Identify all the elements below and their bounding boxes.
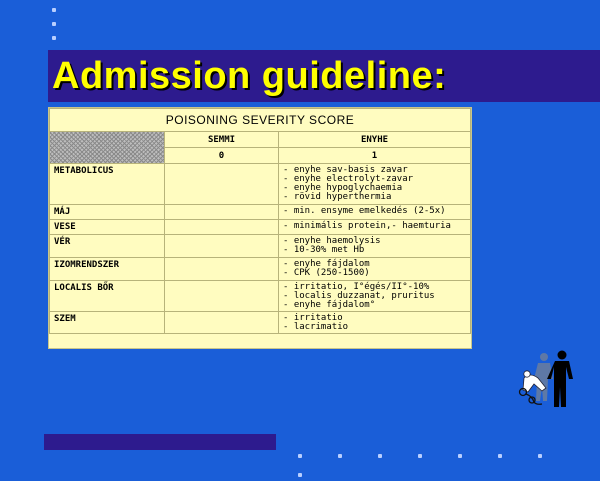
list-item: - localis duzzanat, pruritus: [283, 292, 466, 301]
row-name: MÁJ: [50, 205, 165, 220]
list-item: - lacrimatio: [283, 323, 466, 332]
table-title: POISONING SEVERITY SCORE: [50, 109, 471, 132]
list-item: - minimális protein,- haemturia: [283, 222, 466, 231]
row-items: [279, 235, 471, 258]
row-items: [279, 205, 471, 220]
table-row: [50, 281, 471, 312]
row-name: VÉR: [50, 235, 165, 258]
list-item: - enyhe fájdalom°: [283, 301, 466, 310]
empty-cell: [165, 258, 279, 281]
row-name: IZOMRENDSZER: [50, 258, 165, 281]
col-score-0: 0: [165, 148, 279, 164]
list-item: - 10-30% met Hb: [283, 246, 466, 255]
list-item: - irritatio, I°égés/II°-10%: [283, 283, 466, 292]
col-header-semmi: SEMMI: [165, 132, 279, 148]
list-item: - min. ensyme emelkedés (2-5x): [283, 207, 466, 216]
list-item: - irritatio: [283, 314, 466, 323]
row-name: SZEM: [50, 312, 165, 334]
list-item: - rövid hyperthermia: [283, 193, 466, 202]
row-items: [279, 220, 471, 235]
empty-cell: [165, 205, 279, 220]
list-item: - enyhe electrolyt-zavar: [283, 175, 466, 184]
empty-cell: [165, 235, 279, 258]
empty-cell: [165, 312, 279, 334]
row-name: LOCALIS BŐR: [50, 281, 165, 312]
row-items: [279, 164, 471, 205]
row-items: [279, 258, 471, 281]
empty-cell: [165, 281, 279, 312]
table-row: [50, 164, 471, 205]
severity-table: [48, 107, 472, 349]
hatched-corner-cell: [50, 132, 165, 164]
vertical-decor-dots: [52, 8, 56, 50]
table-row: [50, 312, 471, 334]
list-item: - enyhe fájdalom: [283, 260, 466, 269]
row-items: [279, 312, 471, 334]
list-item: - enyhe hypoglychaemia: [283, 184, 466, 193]
medical-figures-icon: [518, 350, 580, 408]
table-row: [50, 220, 471, 235]
empty-cell: [165, 164, 279, 205]
bottom-band: [44, 434, 276, 450]
slide-title: Admission guideline:: [52, 55, 447, 97]
list-item: - enyhe haemolysis: [283, 237, 466, 246]
list-item: - enyhe sav-basis zavar: [283, 166, 466, 175]
list-item: - CPK (250-1500): [283, 269, 466, 278]
table-row: [50, 235, 471, 258]
empty-cell: [165, 220, 279, 235]
row-name: METABOLICUS: [50, 164, 165, 205]
horizontal-decor-dots: [298, 443, 600, 481]
row-name: VESE: [50, 220, 165, 235]
row-items: [279, 281, 471, 312]
table-row: [50, 205, 471, 220]
table-row: [50, 258, 471, 281]
col-header-enyhe: ENYHE: [279, 132, 471, 148]
col-score-1: 1: [279, 148, 471, 164]
